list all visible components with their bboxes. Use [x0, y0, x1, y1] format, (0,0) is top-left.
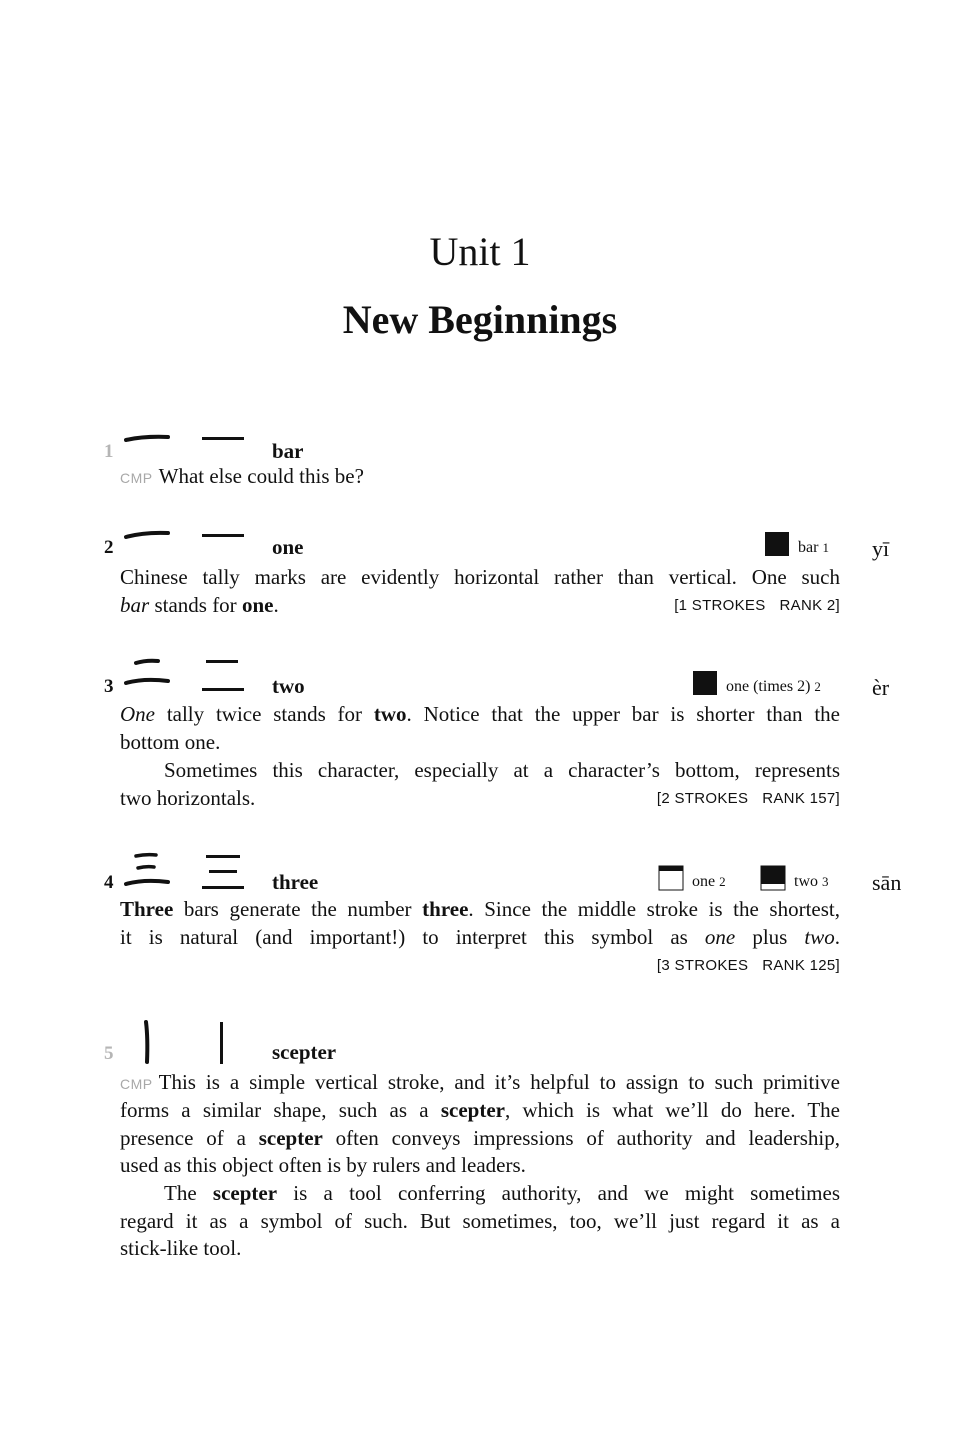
entry-number: 1	[104, 441, 114, 462]
stroke-rank-info	[674, 597, 840, 614]
unit-subtitle: New Beginnings	[342, 297, 618, 342]
entry-text-line: regard it as a symbol of such. But sometimes, too, we’ll just regard it as a	[120, 1209, 840, 1233]
stroke-count: [3 STROKES	[656, 957, 749, 974]
pinyin: sān	[872, 870, 902, 895]
entry-text-line: CMP What else could this be?	[120, 464, 364, 488]
stroke-count: [2 STROKES	[656, 790, 749, 807]
entry-text-line: Sometimes this character, especially at a character’s bottom, represents	[164, 758, 840, 782]
character-brush-glyph	[138, 1018, 158, 1066]
cmp-label: CMP	[120, 1076, 153, 1092]
entry-text-line: CMP This is a simple vertical stroke, and it’s helpful to assign to such primitive	[120, 1070, 840, 1094]
component-ref	[658, 865, 726, 891]
entry-text-line: Three bars generate the number three. Since the middle stroke is the shortest,	[120, 897, 840, 921]
entry-text-line: presence of a scepter often conveys impressions of authority and leadership,	[120, 1126, 840, 1150]
unit-title: Unit 1	[429, 229, 531, 274]
stroke-rank-info	[657, 790, 840, 807]
stroke-rank-info	[657, 957, 840, 974]
keyword: scepter	[272, 1040, 337, 1064]
component-label: one	[692, 873, 716, 890]
keyword: bar	[272, 439, 304, 463]
component-label: one (times 2)	[726, 678, 811, 695]
character-print-glyph	[200, 526, 246, 546]
entry-text-line: forms a similar shape, such as a scepter, which is what we’ll do here. The	[120, 1098, 841, 1122]
keyword: three	[272, 870, 319, 894]
component-ref	[760, 865, 829, 891]
component-ref	[692, 670, 821, 696]
entry-number: 5	[104, 1043, 114, 1064]
component-number: 2	[719, 874, 726, 889]
component-two-icon	[760, 865, 786, 891]
component-number: 1	[822, 540, 829, 555]
character-print-glyph	[200, 850, 246, 890]
stroke-count: [1 STROKES	[674, 597, 766, 614]
frequency-rank: RANK 2]	[779, 597, 840, 614]
component-one-icon	[658, 865, 684, 891]
entry-text-line: it is natural (and important!) to interpret this symbol as one plus two.	[120, 925, 840, 949]
component-number: 2	[814, 679, 821, 694]
entry-text-line: stick-like tool.	[120, 1236, 242, 1260]
entry-text-line: bar stands for one.	[120, 593, 279, 617]
character-brush-glyph	[124, 526, 172, 546]
component-number: 3	[822, 874, 829, 889]
character-print-glyph	[200, 656, 246, 692]
component-ref	[764, 531, 829, 557]
component-label: bar	[798, 539, 819, 556]
entry-text-line: Chinese tally marks are evidently horizontal rather than vertical. One such	[120, 565, 840, 589]
character-print-glyph	[200, 430, 246, 450]
entry-number: 4	[104, 872, 114, 893]
component-label: two	[794, 873, 818, 890]
character-brush-glyph	[124, 656, 172, 692]
entry-text-line: two horizontals.	[120, 786, 256, 810]
pinyin: yī	[872, 536, 890, 561]
keyword: two	[272, 674, 305, 698]
component-one-icon	[692, 670, 718, 696]
frequency-rank: RANK 157]	[762, 790, 840, 807]
pinyin: èr	[872, 675, 890, 700]
entry-number: 3	[104, 676, 114, 697]
cmp-label: CMP	[120, 470, 153, 486]
entry-text-line: The scepter is a tool conferring authority, and we might sometimes	[164, 1181, 840, 1205]
frequency-rank: RANK 125]	[762, 957, 840, 974]
character-brush-glyph	[124, 850, 172, 890]
character-print-glyph	[212, 1018, 232, 1066]
component-bar-icon	[764, 531, 790, 557]
entry-text-line: bottom one.	[120, 730, 221, 754]
character-brush-glyph	[124, 430, 172, 450]
keyword: one	[272, 535, 304, 559]
entry-text-line: used as this object often is by rulers and leaders.	[120, 1153, 526, 1177]
entry-number: 2	[104, 537, 114, 558]
entry-text-line: One tally twice stands for two. Notice that the upper bar is shorter than the	[120, 702, 840, 726]
